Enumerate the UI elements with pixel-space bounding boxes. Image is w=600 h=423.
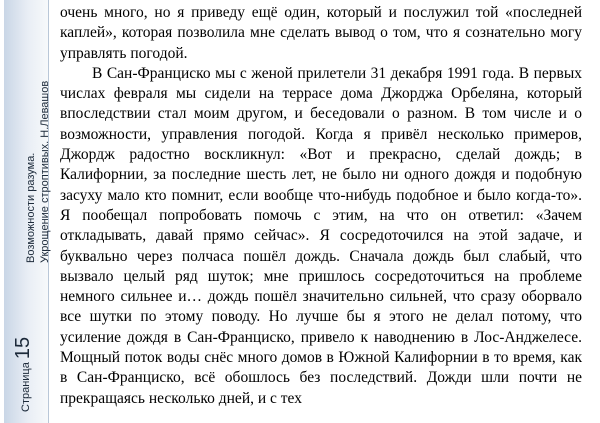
book-subtitle: Укрощение строптивых. Н.Левашов <box>39 80 51 263</box>
paragraph-1: очень много, но я приведу ещё один, который и послужил той «последней каплей», которая позволила мне сделать вывод о том, что я сознательно могу управлять погодой. <box>60 4 582 62</box>
body-text <box>60 3 582 409</box>
book-title: Возможности разума. <box>25 152 37 263</box>
page-number-label <box>12 337 35 412</box>
paragraph-2: В Сан-Франциско мы с женой прилетели 31 декабря 1991 года. В первых числах февраля мы сидели на террасе дома Джорджа Орбеляна, который впоследствии стал моим другом, и беседовали о разном. В том числе и о возможности, управления погодой. Когда я привёл несколько примеров, Джордж радостно воскликнул: «Вот и прекрасно, сделай дождь; в Калифорнии, за последние шесть лет, не было ни одного дождя и подобную засуху мало кто помнит, если вообще что-нибудь подобное и было когда-то». Я пообещал попробовать помочь с этим, на что он ответил: «Зачем откладывать, давай прямо сейчас». Я сосредоточился на этой задаче, и буквально через полчаса пошёл дождь. Сначала дождь был слабый, что вызвало целый ряд шуток; мне пришлось сосредоточиться на проблеме немного сильнее и… дождь пошёл значительно сильней, что сразу оборвало все шутки по этому поводу. Но лучше бы я этого не делал потому, что усиление дождя в Сан-Франциско, привело к наводнению в Лос-Анджелесе. Мощный поток воды снёс много домов в Южной Калифорнии в то время, как в Сан-Франциско, всё обошлось без последствий. Дожди шли почти не прекращаясь несколько дней, и с тех <box>60 64 582 407</box>
page-label: Страница <box>20 362 32 412</box>
page-number: 15 <box>12 336 34 360</box>
